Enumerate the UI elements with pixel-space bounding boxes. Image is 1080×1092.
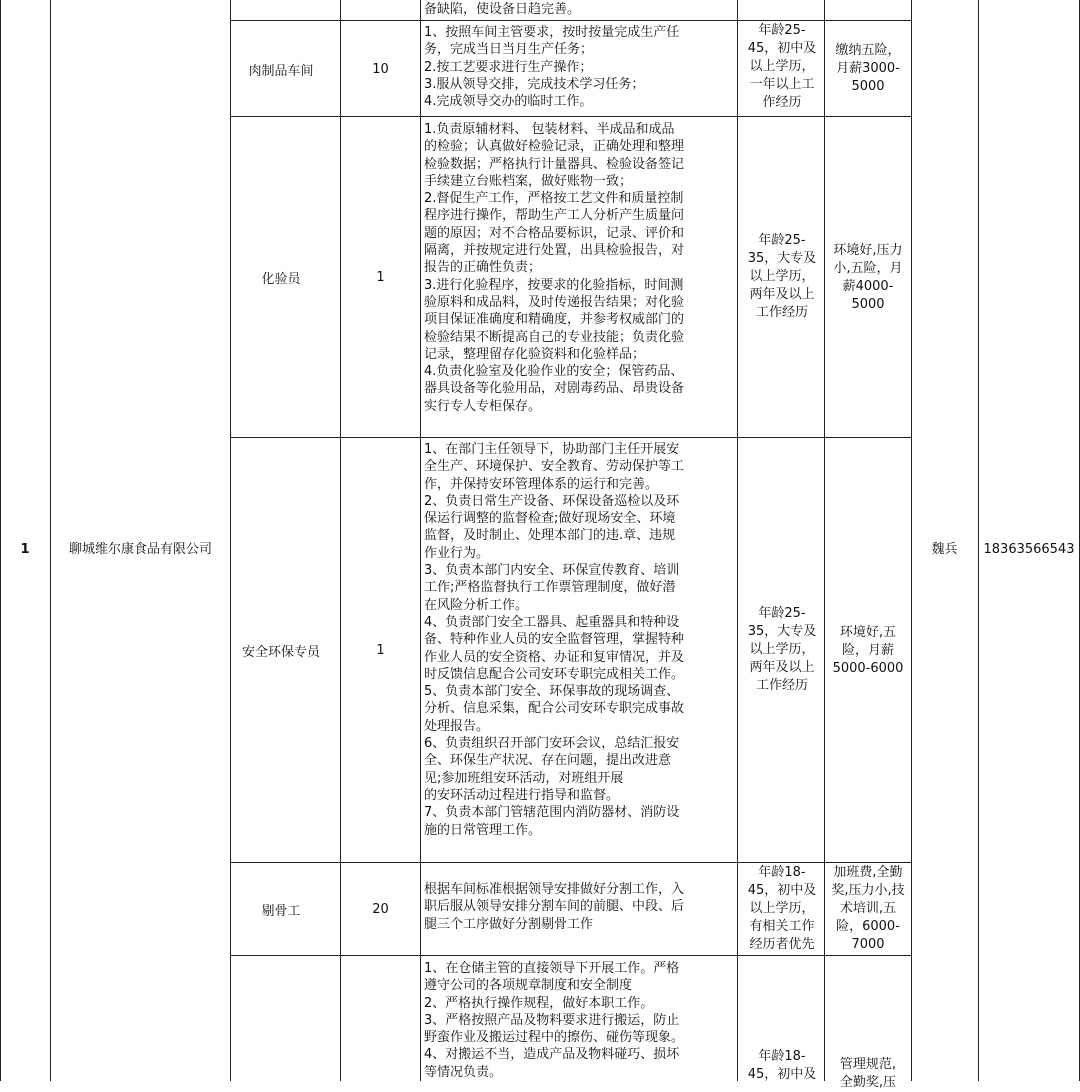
job-requirements: 年龄18- 45，初中及 [747,1049,817,1082]
job-duties: 1、在部门主任领导下，协助部门主任开展安 全生产、环境保护、安全教育、劳动保护等工 作，并保持安环管理体系的运行和完善。 2、负责日常生产设备、环保设备巡检以及环 保运行调整的监督检查;做好现场安全、环境 监督，及时制止、处理本部门的违.章、违规 作业行为。 3、负责本部门内安全、环保宣传教育、培训 工作;严格监督执行工作票管理制度，做好潜 在风险分析工作。 4、负责部门安全工器具、起重器具和特种设 备、特种作业人员的安全监督管理，掌握特种 作业人员的安全资格、办证和复审情况，并及 时反馈信息配合公司安环专职完成相关工作。 5、负责本部门安全、环保事故的现场调查、 分析、信息采集，配合公司安环专职完成事故 处理报告。 6、负责组织召开部门安环会议，总结汇报安 全、环保生产状况、存在问题，提出改进意 见;参加班组安环活动，对班组开展 的安环活动过程进行指导和监督。 7、负责本部门管辖范围内消防器材、消防设 施的日常管理工作。 [424,442,685,838]
company-name: 聊城维尔康食品有限公司 [68,542,212,557]
job-duties: 1、按照车间主管要求，按时按量完成生产任 务，完成当日当月生产任务； 2.按工艺要求进行生产操作； 3.服从领导交排，完成技术学习任务； 4.完成领导交办的临时工作。 [424,25,680,110]
job-benefits: 加班费,全勤 奖,压力小,技 术培训,五 险，6000- 7000 [831,865,905,952]
contact-name: 魏兵 [931,542,958,557]
job-duties: 1、在仓储主管的直接领导下开展工作。严格 遵守公司的各项规章制度和安全制度 2、严格执行操作规程，做好本职工作。 3、严格按照产品及物料要求进行搬运，防止 野蛮作业及搬运过程中的擦伤、碰伤等现象。 4、对搬运不当，造成产品及物料碰巧、损坏 等情况负责。 [424,961,685,1080]
row-divider [230,20,911,21]
row-divider [230,862,911,863]
row-divider [230,437,911,438]
headcount: 1 [376,269,385,285]
row-divider [230,116,911,117]
job-benefits: 管理规范, 全勤奖,压 [839,1057,897,1090]
headcount: 1 [376,642,385,658]
headcount: 20 [372,901,389,917]
grid-line [824,0,825,1081]
job-benefits: 环境好,压力 小,五险，月 薪4000- 5000 [833,243,903,312]
job-title: 剔骨工 [261,903,301,919]
job-benefits: 环境好,五 险，月薪 5000-6000 [832,625,904,676]
job-duties: 1.负责原辅材料、 包装材料、半成品和成品 的检验；认真做好检验记录，正确处理和整理 检验数据；严格执行计量器具、检验设备签记 手续建立台账档案，做好账物一致； 2.督促生产工作，严格按工艺文件和质量控制 程序进行操作，帮助生产工人分析产生质量问 题的原因；对不合格品要标识，记录、评价和 隔离，并按规定进行处置，出具检验报告，对 报告的正确性负责； 3.进行化验程序，按要求的化验指标，时间测 验原料和成品料，及时传递报告结果；对化验 项目保证准确度和精确度，并参考权威部门的 检验结果不断提高自己的专业技能；负责化验 记录，整理留存化验资料和化验样品； 4.负责化验室及化验作业的安全；保管药品、 器具设备等化验用品，对剧毒药品、昂贵设备 实行专人专柜保存。 [424,122,685,414]
contact-phone: 18363566543 [983,542,1075,557]
job-requirements: 年龄25- 35，大专及 以上学历， 两年及以上 工作经历 [747,606,817,693]
job-duties: 根据车间标准根据领导安排做好分割工作，入 职后服从领导安排分割车间的前腿、中段、后 腿三个工序做好分割剔骨工作 [424,882,685,932]
job-title: 肉制品车间 [248,63,314,79]
grid-line [737,0,738,1081]
job-title: 安全环保专员 [241,644,320,660]
job-requirements: 年龄25- 45，初中及 以上学历， 一年以上工 作经历 [747,23,817,110]
row-index: 1 [20,542,30,557]
job-benefits: 缴纳五险， 月薪3000- 5000 [835,43,901,94]
headcount: 10 [372,61,389,77]
job-requirements: 年龄18- 45，初中及 以上学历， 有相关工作 经历者优先 [747,865,817,952]
job-requirements: 年龄25- 35，大专及 以上学历， 两年及以上 工作经历 [747,233,817,320]
previous-row-text: 备缺陷，使设备日趋完善。 [424,2,581,17]
grid-line [420,0,421,1081]
job-title: 化验员 [261,271,301,287]
row-divider [230,955,911,956]
